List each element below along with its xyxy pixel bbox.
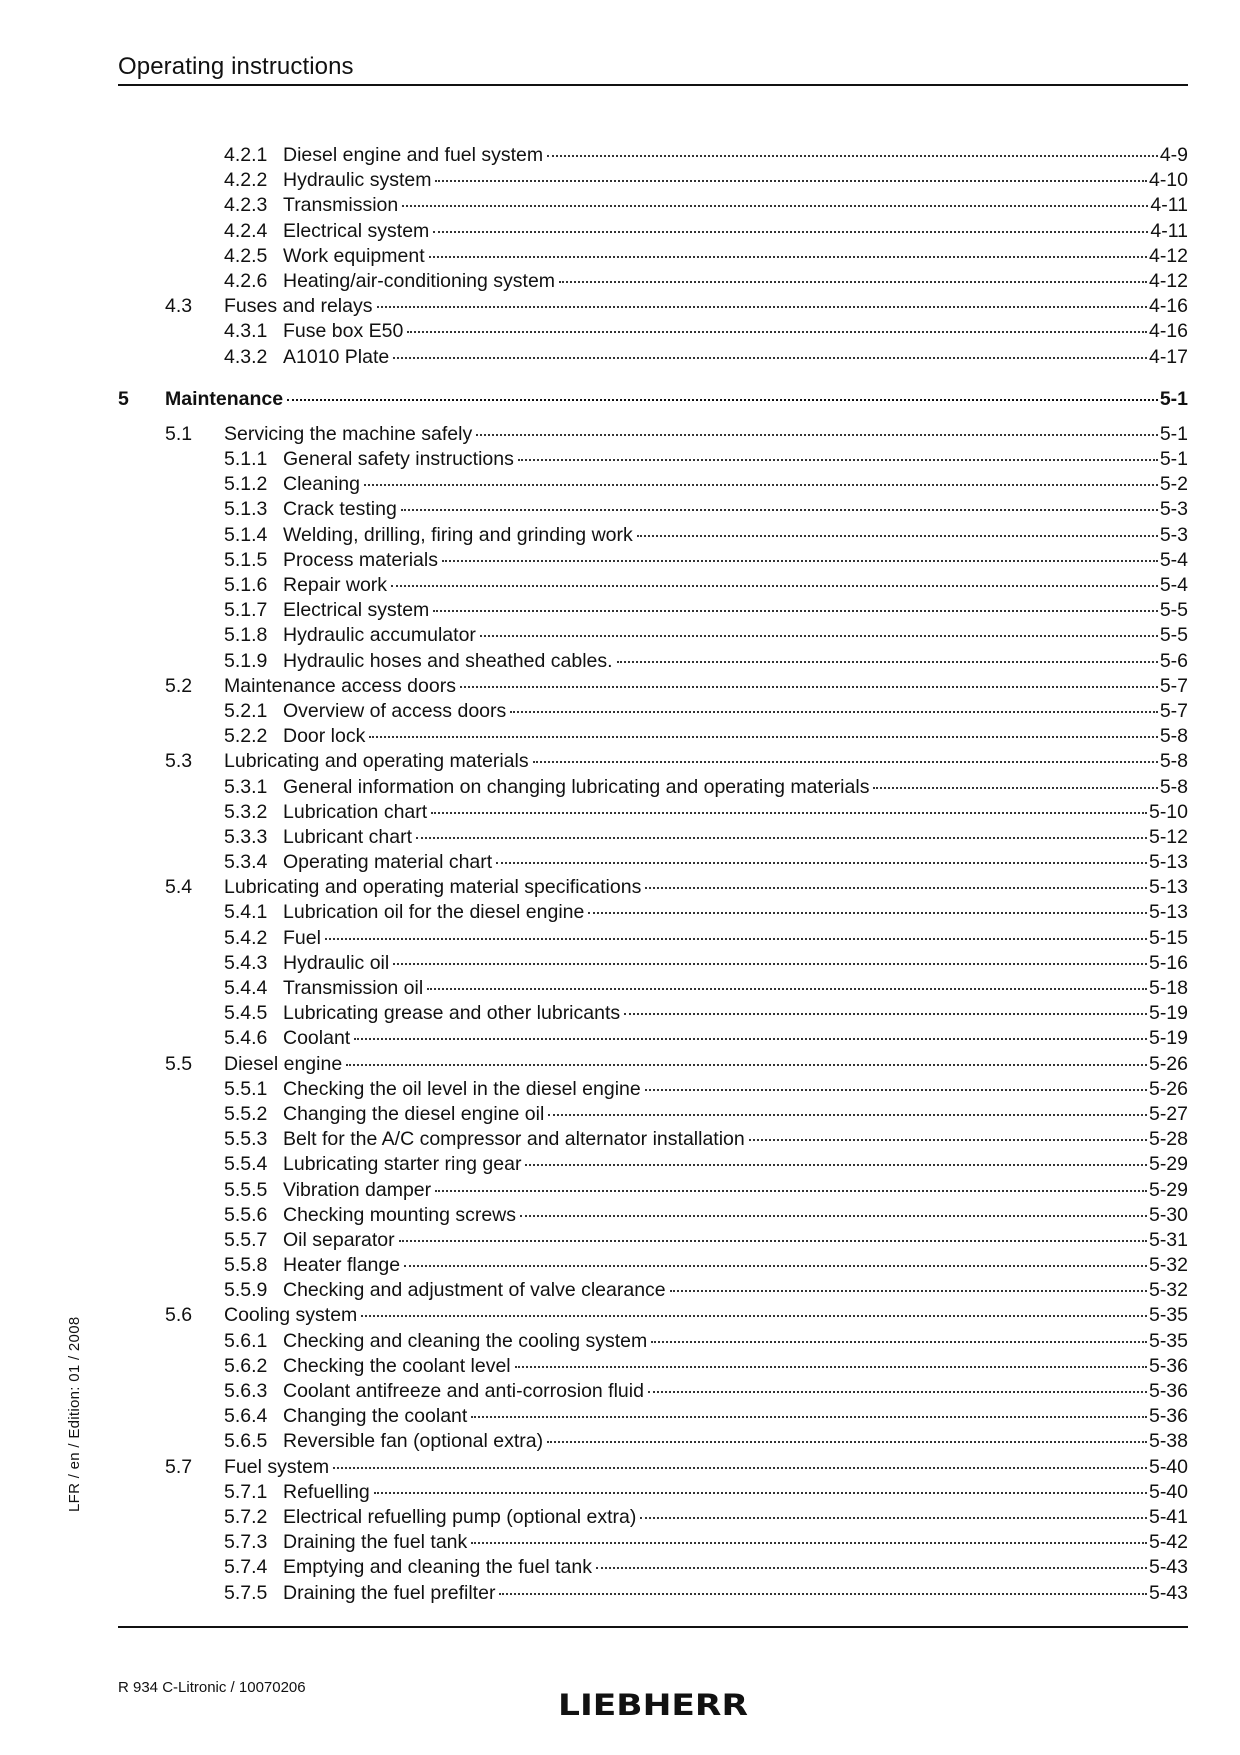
toc-entry-number: 5.3.4 [224, 851, 268, 874]
toc-entry-page: 5-3 [1159, 523, 1188, 546]
toc-entry-title: Maintenance [165, 387, 284, 410]
toc-entry [118, 294, 1188, 319]
toc-dot-leader [624, 1013, 1147, 1015]
toc-entry-page: 5-35 [1148, 1329, 1188, 1352]
toc-entry [118, 1329, 1188, 1354]
toc-entry-number: 4.3.2 [224, 345, 268, 368]
toc-entry-number: 4.3 [165, 295, 193, 318]
toc-dot-leader [645, 1089, 1147, 1091]
toc-entry-number: 5.7.2 [224, 1505, 268, 1528]
toc-entry-number: 4.2.5 [224, 244, 268, 267]
toc-dot-leader [404, 1265, 1147, 1267]
toc-entry-number: 5.2.1 [224, 699, 268, 722]
toc-entry-page: 5-8 [1159, 725, 1188, 748]
toc-entry-title: Repair work [283, 574, 388, 596]
toc-entry-number: 5.2.2 [224, 725, 268, 748]
toc-entry-number: 5.1 [165, 422, 193, 445]
toc-entry-number: 5.3.3 [224, 825, 268, 848]
toc-entry-page: 5-43 [1148, 1556, 1188, 1579]
liebherr-logo [556, 1690, 750, 1720]
toc-entry-title: Fuel system [224, 1455, 330, 1478]
footer-model-label: R 934 C-Litronic / 10070206 [118, 1679, 306, 1696]
toc-entry-page: 5-40 [1148, 1455, 1188, 1478]
toc-entry-title: Heater flange [283, 1254, 401, 1277]
toc-entry-title: Maintenance access doors [224, 674, 456, 697]
toc-entry-number: 5.5 [165, 1052, 193, 1075]
toc-entry [118, 926, 1188, 951]
toc-entry-number: 5.7 [165, 1455, 193, 1478]
toc-entry-title: Reversible fan (optional extra) [283, 1430, 544, 1453]
toc-entry-page: 4-10 [1148, 169, 1188, 192]
toc-entry [118, 1455, 1188, 1480]
toc-entry-title: Lubricating starter ring gear [283, 1153, 522, 1176]
toc-entry-number: 5.4.5 [224, 1002, 268, 1025]
toc-entry-page: 5-36 [1148, 1354, 1188, 1377]
toc-dot-leader [431, 812, 1147, 814]
toc-entry [118, 1429, 1188, 1454]
toc-entry-number: 5.6.5 [224, 1430, 268, 1453]
toc-entry-page: 5-13 [1148, 851, 1188, 874]
toc-entry [118, 674, 1188, 699]
toc-entry-number: 5.4.2 [224, 926, 268, 949]
toc-entry-number: 5.1.2 [224, 473, 268, 496]
toc-entry-page: 5-36 [1148, 1380, 1188, 1402]
toc-dot-leader [499, 1593, 1147, 1595]
toc-entry [118, 1102, 1188, 1127]
toc-entry [118, 1253, 1188, 1278]
toc-entry-title: Oil separator [283, 1228, 395, 1251]
toc-dot-leader [407, 331, 1147, 333]
toc-dot-leader [399, 1240, 1147, 1242]
toc-entry-title: Welding, drilling, firing and grinding work [283, 523, 633, 546]
toc-dot-leader [547, 1441, 1147, 1443]
toc-dot-leader [416, 837, 1147, 839]
toc-entry-title: Vibration damper [283, 1178, 432, 1201]
toc-entry-page: 5-19 [1148, 1027, 1188, 1050]
toc-entry-page: 4-11 [1150, 194, 1188, 217]
toc-entry-number: 5 [118, 387, 129, 410]
toc-entry-number: 5.4.1 [224, 901, 268, 924]
toc-entry [118, 1354, 1188, 1379]
toc-entry-page: 5-8 [1159, 775, 1188, 798]
toc-entry-number: 5.3 [165, 750, 193, 773]
toc-entry-number: 5.5.3 [224, 1128, 268, 1151]
toc-entry-page: 4-12 [1148, 269, 1188, 292]
toc-entry-number: 5.7.1 [224, 1480, 268, 1503]
toc-dot-leader [617, 661, 1158, 663]
table-of-contents [118, 143, 1188, 1606]
toc-entry [118, 244, 1188, 269]
toc-entry-title: Diesel engine [224, 1052, 343, 1075]
toc-entry [118, 800, 1188, 825]
toc-entry-title: General safety instructions [283, 448, 514, 471]
toc-entry [118, 143, 1188, 168]
toc-entry-number: 4.2.4 [224, 219, 268, 242]
edition-label: LFR / en / Edition: 01 / 2008 [66, 1316, 83, 1512]
toc-entry [118, 219, 1188, 244]
toc-dot-leader [515, 1366, 1147, 1368]
toc-entry-title: Hydraulic system [283, 169, 432, 192]
toc-dot-leader [559, 281, 1147, 283]
toc-dot-leader [476, 434, 1158, 436]
toc-dot-leader [471, 1542, 1147, 1544]
toc-entry [118, 422, 1188, 447]
toc-entry-number: 5.6.3 [224, 1380, 268, 1402]
toc-entry-title: Electrical refuelling pump (optional extra) [283, 1505, 637, 1528]
toc-dot-leader [402, 205, 1148, 207]
toc-entry-page: 5-40 [1148, 1480, 1188, 1503]
toc-dot-leader [518, 459, 1158, 461]
toc-entry [118, 269, 1188, 294]
toc-entry [118, 598, 1188, 623]
toc-dot-leader [640, 1517, 1147, 1519]
toc-entry [118, 1228, 1188, 1253]
toc-entry-title: Changing the coolant [283, 1405, 468, 1428]
toc-entry-page: 5-10 [1148, 800, 1188, 823]
toc-entry-page: 5-27 [1148, 1102, 1188, 1125]
toc-entry-page: 5-29 [1148, 1153, 1188, 1176]
toc-entry [118, 749, 1188, 774]
toc-dot-leader [670, 1290, 1147, 1292]
toc-entry [118, 193, 1188, 218]
toc-entry-number: 5.6 [165, 1304, 193, 1327]
toc-entry-title: Lubricating and operating material specifications [224, 876, 642, 899]
toc-entry-page: 5-36 [1148, 1405, 1188, 1428]
toc-entry [118, 1278, 1188, 1303]
toc-entry-title: Refuelling [283, 1480, 370, 1503]
toc-entry-number: 5.1.9 [224, 649, 268, 672]
toc-entry [118, 1480, 1188, 1505]
toc-entry-number: 4.2.2 [224, 169, 268, 192]
toc-entry-number: 5.1.6 [224, 574, 268, 596]
toc-entry [118, 497, 1188, 522]
toc-entry-page: 4-9 [1159, 144, 1188, 166]
toc-entry-page: 5-4 [1159, 548, 1188, 571]
toc-entry-title: Coolant antifreeze and anti-corrosion fluid [283, 1380, 644, 1402]
toc-entry-title: Lubricant chart [283, 825, 412, 848]
toc-entry-number: 5.7.5 [224, 1581, 268, 1604]
toc-entry-page: 5-35 [1148, 1304, 1188, 1327]
toc-dot-leader [433, 610, 1158, 612]
toc-entry-number: 5.1.3 [224, 498, 268, 521]
toc-entry [118, 1178, 1188, 1203]
toc-entry-title: Overview of access doors [283, 699, 507, 722]
toc-entry-page: 4-16 [1148, 320, 1188, 343]
toc-entry [118, 951, 1188, 976]
toc-dot-leader [346, 1064, 1147, 1066]
toc-entry-title: Diesel engine and fuel system [283, 144, 544, 166]
toc-entry-title: Transmission oil [283, 977, 424, 999]
toc-entry [118, 1026, 1188, 1051]
toc-entry-title: Electrical system [283, 599, 430, 622]
toc-entry-number: 5.4.6 [224, 1027, 268, 1050]
header-divider [118, 84, 1188, 86]
toc-dot-leader [374, 1492, 1147, 1494]
toc-entry-page: 4-16 [1148, 295, 1188, 318]
toc-entry-page: 4-17 [1148, 345, 1188, 368]
toc-entry [118, 1303, 1188, 1328]
toc-entry-page: 5-5 [1159, 599, 1188, 622]
toc-entry-title: Work equipment [283, 244, 425, 267]
toc-entry [118, 319, 1188, 344]
toc-entry-page: 5-15 [1148, 926, 1188, 949]
toc-entry-title: Lubricating and operating materials [224, 750, 529, 773]
toc-entry-title: Door lock [283, 725, 366, 748]
toc-dot-leader [287, 399, 1158, 401]
toc-entry [118, 573, 1188, 598]
toc-dot-leader [391, 585, 1158, 587]
toc-entry-title: Draining the fuel prefilter [283, 1581, 496, 1604]
toc-entry [118, 850, 1188, 875]
toc-dot-leader [496, 862, 1147, 864]
toc-entry-number: 5.5.6 [224, 1203, 268, 1226]
toc-entry-title: Process materials [283, 548, 438, 571]
toc-dot-leader [427, 988, 1147, 990]
toc-entry-number: 5.4.4 [224, 977, 268, 999]
toc-entry-title: Lubrication chart [283, 800, 428, 823]
toc-entry-page: 5-7 [1159, 674, 1188, 697]
toc-entry-number: 5.1.8 [224, 624, 268, 647]
toc-entry-title: Checking the oil level in the diesel engine [283, 1077, 641, 1100]
toc-entry-page: 5-38 [1148, 1430, 1188, 1453]
toc-entry [118, 623, 1188, 648]
toc-entry [118, 976, 1188, 1001]
toc-entry-page: 5-1 [1159, 387, 1188, 410]
toc-entry-page: 5-4 [1159, 574, 1188, 596]
toc-dot-leader [361, 1315, 1147, 1317]
toc-entry [118, 447, 1188, 472]
toc-entry-title: Emptying and cleaning the fuel tank [283, 1556, 592, 1579]
toc-entry-title: Checking the coolant level [283, 1354, 511, 1377]
toc-entry-page: 5-19 [1148, 1002, 1188, 1025]
toc-dot-leader [325, 938, 1147, 940]
toc-dot-leader [433, 231, 1148, 233]
toc-entry-number: 4.2.6 [224, 269, 268, 292]
toc-entry-page: 5-13 [1148, 876, 1188, 899]
toc-entry-number: 5.1.5 [224, 548, 268, 571]
toc-entry-page: 5-31 [1148, 1228, 1188, 1251]
toc-entry-title: Crack testing [283, 498, 397, 521]
toc-entry-number: 5.5.7 [224, 1228, 268, 1251]
toc-entry-number: 4.3.1 [224, 320, 268, 343]
toc-entry-number: 5.4.3 [224, 951, 268, 974]
toc-dot-leader [480, 635, 1158, 637]
toc-entry-title: Draining the fuel tank [283, 1531, 468, 1554]
toc-entry-number: 5.3.2 [224, 800, 268, 823]
toc-entry-number: 5.5.8 [224, 1254, 268, 1277]
toc-entry-page: 5-12 [1148, 825, 1188, 848]
toc-entry-title: Fuses and relays [224, 295, 373, 318]
toc-entry-title: Hydraulic hoses and sheathed cables. [283, 649, 613, 672]
toc-entry-title: A1010 Plate [283, 345, 390, 368]
toc-entry-page: 5-13 [1148, 901, 1188, 924]
toc-entry-page: 5-1 [1159, 448, 1188, 471]
toc-entry-title: Heating/air-conditioning system [283, 269, 556, 292]
toc-entry [118, 1077, 1188, 1102]
toc-entry [118, 699, 1188, 724]
toc-entry [118, 1203, 1188, 1228]
toc-dot-leader [645, 887, 1147, 889]
toc-entry-title: Fuse box E50 [283, 320, 404, 343]
toc-entry-title: Cooling system [224, 1304, 358, 1327]
toc-entry-number: 4.2.3 [224, 194, 268, 217]
toc-entry-page: 4-12 [1148, 244, 1188, 267]
toc-entry [118, 875, 1188, 900]
footer-divider [118, 1626, 1188, 1628]
toc-dot-leader [510, 711, 1158, 713]
toc-dot-leader [393, 963, 1147, 965]
toc-entry-title: Transmission [283, 194, 399, 217]
toc-entry-title: Lubrication oil for the diesel engine [283, 901, 585, 924]
toc-dot-leader [596, 1567, 1147, 1569]
toc-entry-number: 5.1.4 [224, 523, 268, 546]
toc-entry-number: 5.7.4 [224, 1556, 268, 1579]
toc-entry [118, 825, 1188, 850]
toc-dot-leader [364, 484, 1158, 486]
toc-dot-leader [525, 1164, 1147, 1166]
toc-entry-page: 5-32 [1148, 1254, 1188, 1277]
toc-entry-page: 5-29 [1148, 1178, 1188, 1201]
toc-entry-title: General information on changing lubricating and operating materials [283, 775, 870, 798]
toc-dot-leader [377, 306, 1147, 308]
toc-entry-title: Checking and adjustment of valve clearance [283, 1279, 666, 1302]
toc-dot-leader [547, 155, 1158, 157]
toc-entry [118, 387, 1188, 412]
toc-dot-leader [435, 180, 1147, 182]
toc-entry-page: 5-3 [1159, 498, 1188, 521]
toc-dot-leader [520, 1215, 1147, 1217]
toc-entry-number: 5.3.1 [224, 775, 268, 798]
toc-entry-page: 5-1 [1159, 422, 1188, 445]
toc-entry-title: Operating material chart [283, 851, 493, 874]
toc-entry-page: 5-28 [1148, 1128, 1188, 1151]
section-gap [118, 370, 1188, 387]
toc-entry-number: 4.2.1 [224, 144, 268, 166]
toc-entry-title: Lubricating grease and other lubricants [283, 1002, 621, 1025]
toc-dot-leader [471, 1416, 1147, 1418]
toc-entry-title: Servicing the machine safely [224, 422, 473, 445]
toc-entry [118, 649, 1188, 674]
toc-entry-title: Hydraulic accumulator [283, 624, 476, 647]
toc-dot-leader [651, 1341, 1147, 1343]
toc-entry-number: 5.1.7 [224, 599, 268, 622]
toc-entry-title: Belt for the A/C compressor and alternator installation [283, 1128, 745, 1151]
toc-entry-title: Electrical system [283, 219, 430, 242]
toc-entry-number: 5.4 [165, 876, 193, 899]
toc-entry [118, 1581, 1188, 1606]
toc-entry [118, 724, 1188, 749]
toc-entry-page: 5-7 [1159, 699, 1188, 722]
toc-entry-page: 5-42 [1148, 1531, 1188, 1554]
section-gap [118, 412, 1188, 422]
toc-entry-page: 5-43 [1148, 1581, 1188, 1604]
toc-entry [118, 523, 1188, 548]
toc-dot-leader [588, 912, 1147, 914]
toc-dot-leader [460, 686, 1158, 688]
toc-entry-number: 5.6.1 [224, 1329, 268, 1352]
toc-dot-leader [533, 761, 1158, 763]
toc-entry [118, 1052, 1188, 1077]
toc-entry-page: 5-16 [1148, 951, 1188, 974]
toc-dot-leader [333, 1467, 1147, 1469]
toc-entry-number: 5.7.3 [224, 1531, 268, 1554]
toc-entry [118, 1530, 1188, 1555]
toc-entry-page: 5-26 [1148, 1077, 1188, 1100]
toc-entry-number: 5.2 [165, 674, 193, 697]
toc-entry-number: 5.5.5 [224, 1178, 268, 1201]
toc-entry-title: Checking and cleaning the cooling system [283, 1329, 648, 1352]
toc-entry-number: 5.5.1 [224, 1077, 268, 1100]
toc-entry [118, 1505, 1188, 1530]
toc-entry [118, 1379, 1188, 1404]
toc-entry-title: Coolant [283, 1027, 351, 1050]
toc-entry [118, 1404, 1188, 1429]
logo-wordmark: LIEBHERR [558, 1690, 748, 1720]
toc-entry-number: 5.5.4 [224, 1153, 268, 1176]
toc-entry [118, 775, 1188, 800]
toc-entry-title: Cleaning [283, 473, 360, 496]
toc-entry-page: 5-32 [1148, 1279, 1188, 1302]
toc-entry [118, 1152, 1188, 1177]
toc-dot-leader [873, 787, 1157, 789]
toc-entry-page: 5-41 [1148, 1505, 1188, 1528]
toc-dot-leader [369, 736, 1157, 738]
toc-entry-page: 5-30 [1148, 1203, 1188, 1226]
toc-entry [118, 1555, 1188, 1580]
toc-entry-page: 5-8 [1159, 750, 1188, 773]
toc-entry-title: Changing the diesel engine oil [283, 1102, 545, 1125]
toc-entry-title: Checking mounting screws [283, 1203, 517, 1226]
toc-entry [118, 548, 1188, 573]
toc-dot-leader [648, 1391, 1147, 1393]
toc-entry-number: 5.5.9 [224, 1279, 268, 1302]
toc-dot-leader [749, 1139, 1147, 1141]
toc-entry [118, 1127, 1188, 1152]
toc-dot-leader [393, 357, 1147, 359]
toc-dot-leader [354, 1038, 1147, 1040]
toc-entry-number: 5.6.4 [224, 1405, 268, 1428]
toc-dot-leader [442, 560, 1158, 562]
toc-entry-page: 5-6 [1159, 649, 1188, 672]
toc-entry-page: 5-5 [1159, 624, 1188, 647]
toc-entry [118, 900, 1188, 925]
toc-entry-page: 5-18 [1148, 977, 1188, 999]
toc-dot-leader [637, 535, 1158, 537]
toc-entry-title: Fuel [283, 926, 321, 949]
toc-entry-page: 5-26 [1148, 1052, 1188, 1075]
toc-entry-title: Hydraulic oil [283, 951, 390, 974]
toc-entry [118, 472, 1188, 497]
toc-entry [118, 168, 1188, 193]
toc-dot-leader [401, 509, 1158, 511]
toc-entry [118, 345, 1188, 370]
toc-entry-number: 5.5.2 [224, 1102, 268, 1125]
toc-entry-number: 5.6.2 [224, 1354, 268, 1377]
toc-dot-leader [435, 1190, 1147, 1192]
toc-entry-number: 5.1.1 [224, 448, 268, 471]
page-title: Operating instructions [118, 53, 354, 80]
toc-dot-leader [548, 1114, 1147, 1116]
toc-dot-leader [429, 256, 1147, 258]
toc-entry-page: 4-11 [1150, 219, 1188, 242]
toc-entry [118, 1001, 1188, 1026]
toc-entry-page: 5-2 [1159, 473, 1188, 496]
